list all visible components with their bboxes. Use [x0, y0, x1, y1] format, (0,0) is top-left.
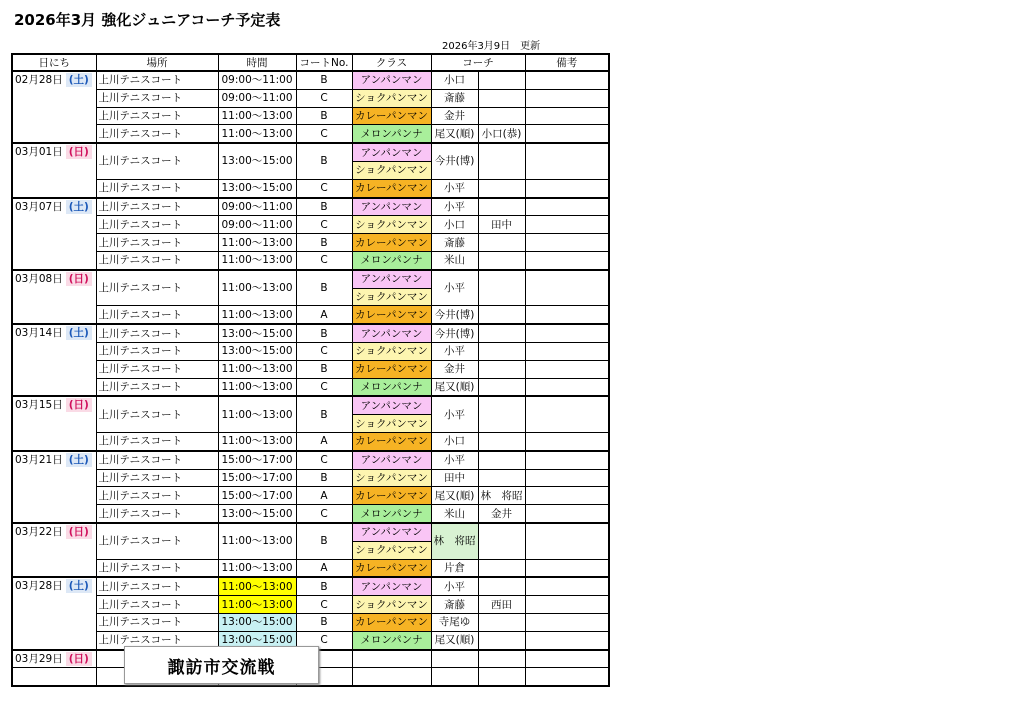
- weekday-badge: (土): [66, 73, 92, 87]
- court-cell: B: [296, 360, 352, 378]
- class-cell: ショクパンマン: [352, 596, 431, 614]
- coach-cell: 金井: [431, 107, 478, 125]
- time-cell: 11:00～13:00: [218, 251, 296, 269]
- court-cell: B: [296, 613, 352, 631]
- notes-cell: [525, 306, 609, 324]
- class-cell: カレーパンマン: [352, 234, 431, 252]
- coach2-cell: 金井: [478, 505, 525, 523]
- coach2-cell: 小口(恭): [478, 125, 525, 143]
- coach2-cell: [478, 179, 525, 197]
- table-row: [12, 71, 609, 89]
- coach2-cell: [478, 396, 525, 432]
- table-row: [12, 378, 609, 396]
- court-cell: B: [296, 577, 352, 595]
- place-cell: 上川テニスコート: [96, 342, 218, 360]
- time-cell: 13:00～15:00: [218, 143, 296, 179]
- table-row: [12, 324, 609, 342]
- coach-cell: 寺尾ゆ: [431, 613, 478, 631]
- notes-cell: [525, 469, 609, 487]
- coach-cell: 林 将昭: [431, 523, 478, 559]
- court-cell: B: [296, 234, 352, 252]
- place-cell: 上川テニスコート: [96, 234, 218, 252]
- coach-cell: 小平: [431, 396, 478, 432]
- class-cell: アンパンマン: [352, 396, 431, 414]
- time-cell: 11:00～13:00: [218, 378, 296, 396]
- notes-cell: [525, 505, 609, 523]
- class-cell: アンパンマン: [352, 143, 431, 161]
- header-row: [12, 54, 609, 71]
- date-cell: [12, 198, 96, 270]
- place-cell: 上川テニスコート: [96, 505, 218, 523]
- coach2-cell: [478, 143, 525, 179]
- time-cell: 13:00～15:00: [218, 631, 296, 649]
- weekday-badge: (土): [66, 453, 92, 467]
- header-coach: コーチ: [431, 54, 525, 71]
- court-cell: B: [296, 270, 352, 306]
- class-cell: カレーパンマン: [352, 306, 431, 324]
- coach2-cell: [478, 360, 525, 378]
- date-cell: [12, 451, 96, 523]
- place-cell: 上川テニスコート: [96, 89, 218, 107]
- notes-cell: [525, 342, 609, 360]
- court-cell: C: [296, 89, 352, 107]
- table-row: [12, 198, 609, 216]
- table-row: [12, 613, 609, 631]
- coach-cell: 斎藤: [431, 596, 478, 614]
- place-cell: 上川テニスコート: [96, 396, 218, 432]
- table-row: [12, 270, 609, 288]
- class-cell: ショクパンマン: [352, 541, 431, 559]
- weekday-badge: (日): [66, 652, 92, 666]
- table-row: [12, 179, 609, 197]
- page-title: 2026年3月 強化ジュニアコーチ予定表: [14, 11, 281, 29]
- time-cell: 11:00～13:00: [218, 577, 296, 595]
- header-class: クラス: [352, 54, 431, 71]
- coach2-cell: [478, 71, 525, 89]
- coach2-cell: [478, 469, 525, 487]
- place-cell: 上川テニスコート: [96, 198, 218, 216]
- court-cell: B: [296, 523, 352, 559]
- notes-cell: [525, 523, 609, 559]
- class-cell: カレーパンマン: [352, 487, 431, 505]
- time-cell: 11:00～13:00: [218, 125, 296, 143]
- court-cell: C: [296, 378, 352, 396]
- court-cell: C: [296, 451, 352, 469]
- time-cell: 11:00～13:00: [218, 432, 296, 450]
- place-cell: 上川テニスコート: [96, 523, 218, 559]
- court-cell: C: [296, 596, 352, 614]
- notes-cell: [525, 216, 609, 234]
- table-row: [12, 505, 609, 523]
- notes-cell: [525, 71, 609, 89]
- class-cell: [352, 650, 431, 668]
- court-cell: B: [296, 71, 352, 89]
- place-cell: 上川テニスコート: [96, 107, 218, 125]
- time-cell: 13:00～15:00: [218, 324, 296, 342]
- notes-cell: [525, 613, 609, 631]
- table-row: [12, 396, 609, 414]
- coach-cell: 今井(博): [431, 143, 478, 179]
- class-cell: [352, 668, 431, 686]
- notes-cell: [525, 577, 609, 595]
- date-cell: [12, 523, 96, 577]
- place-cell: 上川テニスコート: [96, 596, 218, 614]
- class-cell: ショクパンマン: [352, 415, 431, 433]
- weekday-badge: (土): [66, 326, 92, 340]
- time-cell: 11:00～13:00: [218, 306, 296, 324]
- coach2-cell: [478, 577, 525, 595]
- date-text: 03月29日: [15, 652, 63, 665]
- table-row: [12, 577, 609, 595]
- time-cell: 13:00～15:00: [218, 505, 296, 523]
- header-court: コートNo.: [296, 54, 352, 71]
- time-cell: 11:00～13:00: [218, 596, 296, 614]
- coach-cell: 尾又(順): [431, 378, 478, 396]
- date-cell: [12, 71, 96, 143]
- class-cell: アンパンマン: [352, 577, 431, 595]
- place-cell: 上川テニスコート: [96, 270, 218, 306]
- weekday-badge: (日): [66, 525, 92, 539]
- notes-cell: [525, 650, 609, 668]
- date-cell: [12, 143, 96, 197]
- place-cell: 上川テニスコート: [96, 631, 218, 649]
- coach2-cell: [478, 89, 525, 107]
- time-cell: 15:00～17:00: [218, 487, 296, 505]
- weekday-badge: (土): [66, 200, 92, 214]
- court-cell: B: [296, 324, 352, 342]
- time-cell: 13:00～15:00: [218, 179, 296, 197]
- time-cell: 13:00～15:00: [218, 613, 296, 631]
- court-cell: C: [296, 216, 352, 234]
- notes-cell: [525, 89, 609, 107]
- place-cell: 上川テニスコート: [96, 469, 218, 487]
- date-cell: [12, 668, 96, 686]
- date-text: 03月07日: [15, 200, 63, 213]
- table-row: [12, 89, 609, 107]
- notes-cell: [525, 668, 609, 686]
- header-place: 場所: [96, 54, 218, 71]
- court-cell: C: [296, 179, 352, 197]
- coach2-cell: [478, 378, 525, 396]
- place-cell: 上川テニスコート: [96, 143, 218, 179]
- class-cell: カレーパンマン: [352, 559, 431, 577]
- header-date: 日にち: [12, 54, 96, 71]
- class-cell: アンパンマン: [352, 71, 431, 89]
- coach-cell: 小平: [431, 451, 478, 469]
- court-cell: B: [296, 143, 352, 179]
- time-cell: 11:00～13:00: [218, 360, 296, 378]
- notes-cell: [525, 143, 609, 179]
- notes-cell: [525, 125, 609, 143]
- weekday-badge: (日): [66, 145, 92, 159]
- notes-cell: [525, 631, 609, 649]
- time-cell: 11:00～13:00: [218, 270, 296, 306]
- place-cell: 上川テニスコート: [96, 451, 218, 469]
- class-cell: カレーパンマン: [352, 179, 431, 197]
- date-text: 03月22日: [15, 525, 63, 538]
- court-cell: C: [296, 125, 352, 143]
- coach2-cell: [478, 342, 525, 360]
- coach-cell: 小平: [431, 270, 478, 306]
- court-cell: A: [296, 559, 352, 577]
- coach2-cell: [478, 613, 525, 631]
- coach-cell: 斎藤: [431, 234, 478, 252]
- notes-cell: [525, 360, 609, 378]
- coach-cell: 斎藤: [431, 89, 478, 107]
- coach2-cell: [478, 270, 525, 306]
- table-row: [12, 306, 609, 324]
- class-cell: ショクパンマン: [352, 469, 431, 487]
- table-row: [12, 596, 609, 614]
- coach-cell: 小口: [431, 71, 478, 89]
- coach-cell: [431, 668, 478, 686]
- court-cell: C: [296, 342, 352, 360]
- coach2-cell: [478, 306, 525, 324]
- weekday-badge: (土): [66, 579, 92, 593]
- coach-cell: 今井(博): [431, 306, 478, 324]
- coach2-cell: [478, 198, 525, 216]
- place-cell: 上川テニスコート: [96, 487, 218, 505]
- table-row: [12, 559, 609, 577]
- coach-cell: 尾又(順): [431, 631, 478, 649]
- table-row: [12, 360, 609, 378]
- notes-cell: [525, 487, 609, 505]
- court-cell: C: [296, 631, 352, 649]
- time-cell: 11:00～13:00: [218, 234, 296, 252]
- class-cell: アンパンマン: [352, 270, 431, 288]
- weekday-badge: (日): [66, 272, 92, 286]
- notes-cell: [525, 432, 609, 450]
- coach-cell: 米山: [431, 251, 478, 269]
- coach2-cell: [478, 451, 525, 469]
- coach2-cell: [478, 234, 525, 252]
- table-row: [12, 234, 609, 252]
- coach2-cell: [478, 559, 525, 577]
- date-text: 03月14日: [15, 327, 63, 340]
- coach2-cell: [478, 251, 525, 269]
- time-cell: 11:00～13:00: [218, 523, 296, 559]
- class-cell: アンパンマン: [352, 523, 431, 541]
- place-cell: 上川テニスコート: [96, 324, 218, 342]
- notes-cell: [525, 559, 609, 577]
- court-cell: B: [296, 198, 352, 216]
- coach2-cell: [478, 324, 525, 342]
- place-cell: 上川テニスコート: [96, 179, 218, 197]
- coach-cell: 今井(博): [431, 324, 478, 342]
- time-cell: 15:00～17:00: [218, 469, 296, 487]
- notes-cell: [525, 451, 609, 469]
- updated-date: 2026年3月9日 更新: [442, 41, 541, 52]
- notes-cell: [525, 596, 609, 614]
- place-cell: 上川テニスコート: [96, 216, 218, 234]
- place-cell: 上川テニスコート: [96, 71, 218, 89]
- class-cell: ショクパンマン: [352, 161, 431, 179]
- coach2-cell: [478, 523, 525, 559]
- court-cell: C: [296, 505, 352, 523]
- class-cell: アンパンマン: [352, 324, 431, 342]
- time-cell: 11:00～13:00: [218, 107, 296, 125]
- time-cell: 09:00～11:00: [218, 71, 296, 89]
- notes-cell: [525, 270, 609, 306]
- place-cell: 上川テニスコート: [96, 378, 218, 396]
- notes-cell: [525, 378, 609, 396]
- coach-cell: 小平: [431, 577, 478, 595]
- class-cell: ショクパンマン: [352, 216, 431, 234]
- notes-cell: [525, 198, 609, 216]
- coach-cell: 小平: [431, 198, 478, 216]
- coach-cell: 小平: [431, 179, 478, 197]
- place-cell: 上川テニスコート: [96, 577, 218, 595]
- class-cell: カレーパンマン: [352, 360, 431, 378]
- coach-cell: 小口: [431, 216, 478, 234]
- date-text: 03月28日: [15, 580, 63, 593]
- time-cell: 09:00～11:00: [218, 198, 296, 216]
- weekday-badge: (日): [66, 398, 92, 412]
- coach-cell: 小平: [431, 342, 478, 360]
- class-cell: ショクパンマン: [352, 288, 431, 306]
- class-cell: メロンパンナ: [352, 631, 431, 649]
- table-row: [12, 143, 609, 161]
- time-cell: 15:00～17:00: [218, 451, 296, 469]
- schedule-table: [11, 53, 610, 687]
- table-row: [12, 216, 609, 234]
- place-cell: 上川テニスコート: [96, 306, 218, 324]
- class-cell: ショクパンマン: [352, 89, 431, 107]
- coach-cell: 金井: [431, 360, 478, 378]
- coach2-cell: [478, 107, 525, 125]
- date-text: 03月15日: [15, 399, 63, 412]
- place-cell: 上川テニスコート: [96, 360, 218, 378]
- time-cell: 13:00～15:00: [218, 342, 296, 360]
- table-row: [12, 432, 609, 450]
- notes-cell: [525, 251, 609, 269]
- table-row: [12, 523, 609, 541]
- date-cell: [12, 324, 96, 396]
- coach-cell: 米山: [431, 505, 478, 523]
- coach-cell: [431, 650, 478, 668]
- date-cell: [12, 396, 96, 450]
- notes-cell: [525, 234, 609, 252]
- date-cell: [12, 270, 96, 324]
- place-cell: 上川テニスコート: [96, 125, 218, 143]
- coach2-cell: [478, 432, 525, 450]
- coach2-cell: 西田: [478, 596, 525, 614]
- class-cell: アンパンマン: [352, 451, 431, 469]
- table-row: [12, 469, 609, 487]
- time-cell: 11:00～13:00: [218, 396, 296, 432]
- date-cell: [12, 650, 96, 668]
- table-row: [12, 487, 609, 505]
- notes-cell: [525, 396, 609, 432]
- coach2-cell: 田中: [478, 216, 525, 234]
- court-cell: B: [296, 469, 352, 487]
- place-cell: 上川テニスコート: [96, 432, 218, 450]
- coach-cell: 小口: [431, 432, 478, 450]
- table-row: [12, 342, 609, 360]
- coach-cell: 尾又(順): [431, 125, 478, 143]
- coach2-cell: [478, 668, 525, 686]
- notes-cell: [525, 107, 609, 125]
- court-cell: A: [296, 432, 352, 450]
- table-row: [12, 251, 609, 269]
- time-cell: 11:00～13:00: [218, 559, 296, 577]
- coach-cell: 片倉: [431, 559, 478, 577]
- court-cell: A: [296, 487, 352, 505]
- court-cell: C: [296, 251, 352, 269]
- class-cell: カレーパンマン: [352, 432, 431, 450]
- place-cell: 上川テニスコート: [96, 613, 218, 631]
- court-cell: B: [296, 107, 352, 125]
- place-cell: 上川テニスコート: [96, 559, 218, 577]
- date-text: 03月21日: [15, 453, 63, 466]
- coach2-cell: 林 将昭: [478, 487, 525, 505]
- notes-cell: [525, 324, 609, 342]
- time-cell: 09:00～11:00: [218, 216, 296, 234]
- table-row: [12, 451, 609, 469]
- class-cell: ショクパンマン: [352, 342, 431, 360]
- table-row: [12, 107, 609, 125]
- class-cell: カレーパンマン: [352, 107, 431, 125]
- date-text: 03月01日: [15, 146, 63, 159]
- date-text: 03月08日: [15, 272, 63, 285]
- header-notes: 備考: [525, 54, 609, 71]
- coach-cell: 尾又(順): [431, 487, 478, 505]
- coach-cell: 田中: [431, 469, 478, 487]
- coach2-cell: [478, 631, 525, 649]
- date-text: 02月28日: [15, 74, 63, 86]
- coach2-cell: [478, 650, 525, 668]
- court-cell: A: [296, 306, 352, 324]
- notes-cell: [525, 179, 609, 197]
- class-cell: メロンパンナ: [352, 251, 431, 269]
- date-cell: [12, 577, 96, 649]
- class-cell: メロンパンナ: [352, 125, 431, 143]
- event-label: 諏訪市交流戦: [124, 646, 319, 684]
- header-time: 時間: [218, 54, 296, 71]
- time-cell: 09:00～11:00: [218, 89, 296, 107]
- place-cell: 上川テニスコート: [96, 251, 218, 269]
- table-row: [12, 125, 609, 143]
- court-cell: B: [296, 396, 352, 432]
- class-cell: メロンパンナ: [352, 505, 431, 523]
- class-cell: アンパンマン: [352, 198, 431, 216]
- class-cell: メロンパンナ: [352, 378, 431, 396]
- class-cell: カレーパンマン: [352, 613, 431, 631]
